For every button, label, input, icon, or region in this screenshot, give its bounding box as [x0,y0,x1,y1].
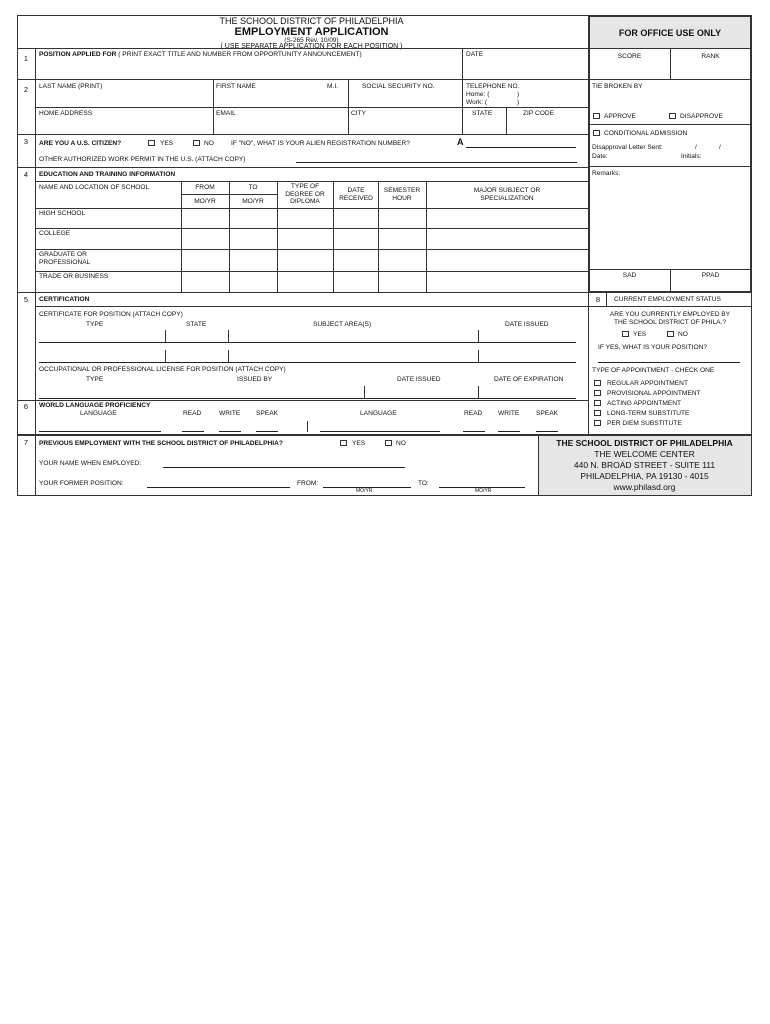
s5-subject: SUBJECT AREA(S) [313,321,372,328]
s5-cert-field-1[interactable] [39,342,576,343]
s7-name-label: YOUR NAME WHEN EMPLOYED: [39,460,142,467]
s1-date-label: DATE [466,51,484,58]
s5-cert-tick-4 [165,350,166,362]
s5-type: TYPE [86,321,104,328]
s4-col-major: MAJOR SUBJECT OR SPECIALIZATION [473,187,541,202]
s7-to-moyr: MO/YR [475,488,492,494]
s4-top-line [17,167,588,168]
s3-permit-field[interactable] [296,162,577,163]
s3-citizen-q: ARE YOU A U.S. CITIZEN? [39,140,122,147]
s2-div-zip [506,107,507,134]
s5-cert-tick-5 [228,350,229,362]
header-title: EMPLOYMENT APPLICATION [234,26,389,38]
s7-from-label: FROM: [297,480,319,487]
s8-per-diem-checkbox[interactable] [594,420,601,426]
s3-yes-checkbox[interactable] [148,140,155,146]
office-approve-label: APPROVE [604,113,636,120]
office-slash-1: / [695,144,697,151]
s8-number: 8 [595,295,601,304]
s5-cert-field-2[interactable] [39,362,576,363]
s7-yes-checkbox[interactable] [340,440,347,446]
s4-row-line-4 [35,271,588,272]
s5-date-issued: DATE ISSUED [505,321,549,328]
s8-provisional-checkbox[interactable] [594,390,601,396]
s2-work: Work: ( [466,99,488,106]
office-tie-broken: TIE BROKEN BY [592,83,643,90]
s5-number: 5 [23,295,29,304]
s6-language-field-1[interactable] [39,431,161,432]
s6-read-field-2[interactable] [463,431,485,432]
s3-alien-number-field[interactable] [466,147,576,148]
s4-row-line-1 [35,208,588,209]
s8-yes-checkbox[interactable] [622,331,629,337]
s6-read-1: READ [183,410,202,417]
s2-home: Home: ( [466,91,490,98]
s7-from-moyr: MO/YR [356,488,373,494]
s5-cert-tick-3 [478,330,479,342]
s2-city: CITY [351,110,367,117]
s3-alien-q: IF "NO", WHAT IS YOUR ALIEN REGISTRATION NUMBER? [231,140,410,147]
s3-no-label: NO [204,140,214,147]
s2-top-line [17,79,752,80]
s5-occ-date-issued: DATE ISSUED [397,376,441,383]
s6-write-field-1[interactable] [219,431,241,432]
s7-no-checkbox[interactable] [385,440,392,446]
s7-top-line [17,434,752,436]
s2-state: STATE [472,110,493,117]
s8-no-label: NO [678,331,688,338]
office-initials: Initials: [681,153,702,160]
s4-row-graduate: GRADUATE OR PROFESSIONAL [39,251,91,266]
s4-col-date-received: DATE RECEIVED [339,187,373,202]
s6-number: 6 [23,402,29,411]
s4-row-college: COLLEGE [39,230,71,237]
s7-question: PREVIOUS EMPLOYMENT WITH THE SCHOOL DISTRICT OF PHILADELPHIA? [39,440,283,447]
s6-mid-tick [307,421,308,432]
address-district: THE SCHOOL DISTRICT OF PHILADELPHIA [556,438,733,448]
header-note: ( USE SEPARATE APPLICATION FOR EACH POSITION ) [220,43,403,50]
s5-occ-type: TYPE [86,376,104,383]
s6-title: WORLD LANGUAGE PROFICIENCY [39,402,151,409]
s5-header-line [35,306,588,307]
office-column-divider [588,48,589,435]
s4-div-4 [333,181,334,292]
office-slash-2: / [719,144,721,151]
s2-telephone: TELEPHONE NO. [466,83,520,90]
address-city: PHILADELPHIA, PA 19130 - 4015 [580,471,709,481]
s5-expiration: DATE OF EXPIRATION [494,376,564,383]
s3-top-line [17,134,588,135]
s6-write-1: WRITE [219,410,241,417]
s6-speak-field-2[interactable] [536,431,558,432]
office-conditional-label: CONDITIONAL ADMISSION [604,130,688,137]
s2-ssn: SOCIAL SECURITY NO. [362,83,435,90]
office-approve-checkbox[interactable] [593,113,600,119]
s5-cert-tick-6 [478,350,479,362]
s4-from-moyr: MO/YR [194,198,216,205]
s6-speak-field-1[interactable] [256,431,278,432]
s4-header-line [35,181,588,182]
s4-row-trade: TRADE OR BUSINESS [39,273,109,280]
address-welcome-center: THE WELCOME CENTER [594,449,695,459]
office-disapprove-label: DISAPPROVE [680,113,723,120]
s7-yes-label: YES [352,440,366,447]
office-remarks: Remarks: [592,170,621,177]
s8-provisional-label: PROVISIONAL APPOINTMENT [607,390,701,397]
office-date: Date: [592,153,608,160]
s7-to-label: TO: [418,480,429,487]
office-ppad: PPAD [701,272,720,279]
s4-col-name: NAME AND LOCATION OF SCHOOL [39,184,150,191]
s4-div-6 [426,181,427,292]
address-website[interactable]: www.philasd.org [613,482,676,492]
s2-home-address: HOME ADDRESS [39,110,93,117]
s4-to-moyr: MO/YR [242,198,264,205]
s1-label: POSITION APPLIED FOR [39,51,117,58]
s5-title: CERTIFICATION [39,296,90,303]
s3-yes-label: YES [160,140,174,147]
s8-question-1: ARE YOU CURRENTLY EMPLOYED BY [609,311,731,318]
s5-occ-tick-1 [364,386,365,398]
s8-position-field[interactable] [598,362,740,363]
s2-number: 2 [23,85,29,94]
s2-mi: M.I. [327,83,338,90]
s4-row-line-3 [35,249,588,250]
s4-title: EDUCATION AND TRAINING INFORMATION [39,171,176,178]
header-district: THE SCHOOL DISTRICT OF PHILADELPHIA [219,16,404,26]
s3-a-prefix: A [457,137,464,147]
s4-row-line-2 [35,228,588,229]
s8-per-diem-label: PER DIEM SUBSTITUTE [607,420,682,427]
s8-yes-label: YES [633,331,647,338]
office-disapprove-checkbox[interactable] [669,113,676,119]
s8-acting-label: ACTING APPOINTMENT [607,400,682,407]
number-column-divider [35,48,36,496]
s2-home-close: ) [517,91,520,98]
s8-title: CURRENT EMPLOYMENT STATUS [614,296,721,303]
s4-col-from: FROM [195,184,215,191]
s2-zip: ZIP CODE [523,110,555,117]
s4-col-to: TO [248,184,258,191]
s5-issued-by: ISSUED BY [237,376,273,383]
s4-col-type: TYPE OF DEGREE OR DIPLOMA [285,183,325,205]
s4-number: 4 [23,170,29,179]
s7-no-label: NO [396,440,406,447]
s1-number: 1 [23,54,29,63]
s1-top-line [17,48,752,49]
s5-occupational: OCCUPATIONAL OR PROFESSIONAL LICENSE FOR POSITION (ATTACH COPY) [39,366,286,373]
s6-write-field-2[interactable] [498,431,520,432]
office-sad: SAD [622,272,637,279]
office-rank: RANK [701,53,720,60]
office-score: SCORE [617,53,642,60]
s3-other-permit: OTHER AUTHORIZED WORK PERMIT IN THE U.S. (ATTACH COPY) [39,156,246,163]
s8-regular-checkbox[interactable] [594,380,601,386]
s1-hint: ( PRINT EXACT TITLE AND NUMBER FROM OPPORTUNITY ANNOUNCEMENT) [118,51,362,58]
s6-speak-2: SPEAK [536,410,558,417]
s5-occ-field[interactable] [39,398,576,399]
s6-language-1: LANGUAGE [80,410,117,417]
office-title: FOR OFFICE USE ONLY [618,28,722,38]
s6-language-2: LANGUAGE [360,410,397,417]
s8-question-2: THE SCHOOL DISTRICT OF PHILA.? [613,319,727,326]
s4-div-3 [277,181,278,292]
s8-header-line [589,306,751,307]
s6-read-field-1[interactable] [182,431,204,432]
office-line-remarks [589,166,751,167]
s1-label-row [39,51,362,59]
s4-moyr-line [181,194,277,195]
s4-col-semester: SEMESTER HOUR [383,187,421,202]
s2-last-name: LAST NAME (PRINT) [39,83,103,90]
s8-regular-label: REGULAR APPOINTMENT [607,380,688,387]
s6-write-2: WRITE [498,410,520,417]
s5-cert-label: CERTIFICATE FOR POSITION (ATTACH COPY) [39,311,183,318]
s5-state: STATE [186,321,207,328]
s5-occ-tick-2 [478,386,479,398]
s8-appointment-title: TYPE OF APPOINTMENT - CHECK ONE [592,367,715,374]
s3-no-checkbox[interactable] [193,140,200,146]
s7-number: 7 [23,438,29,447]
header-rev: (S-265 Rev. 10/09) [284,37,339,44]
s2-first-name: FIRST NAME [216,83,256,90]
s6-read-2: READ [464,410,483,417]
s6-language-field-2[interactable] [320,431,440,432]
s1-date-divider [462,48,463,79]
s8-long-term-checkbox[interactable] [594,410,601,416]
s3-number: 3 [23,137,29,146]
office-line-tie [589,124,751,125]
s5-cert-tick-1 [165,330,166,342]
s5-top-line [17,292,752,293]
s8-long-term-label: LONG-TERM SUBSTITUTE [607,410,690,417]
office-letter-sent: Disapproval Letter Sent: [592,144,663,151]
s8-ifyes: IF YES, WHAT IS YOUR POSITION? [598,344,708,351]
s4-row-high-school: HIGH SCHOOL [39,210,86,217]
s7-position-field[interactable] [147,487,290,488]
s6-speak-1: SPEAK [256,410,278,417]
s2-work-close: ) [517,99,520,106]
s6-top-line [17,400,588,401]
s5-cert-tick-2 [228,330,229,342]
s8-number-divider [606,292,607,306]
address-street: 440 N. BROAD STREET - SUITE 111 [573,460,716,470]
office-conditional-checkbox[interactable] [593,130,600,136]
s2-email: EMAIL [216,110,236,117]
s7-position-label: YOUR FORMER POSITION: [39,480,124,487]
s7-name-field[interactable] [163,467,405,468]
s8-acting-checkbox[interactable] [594,400,601,406]
s8-no-checkbox[interactable] [667,331,674,337]
